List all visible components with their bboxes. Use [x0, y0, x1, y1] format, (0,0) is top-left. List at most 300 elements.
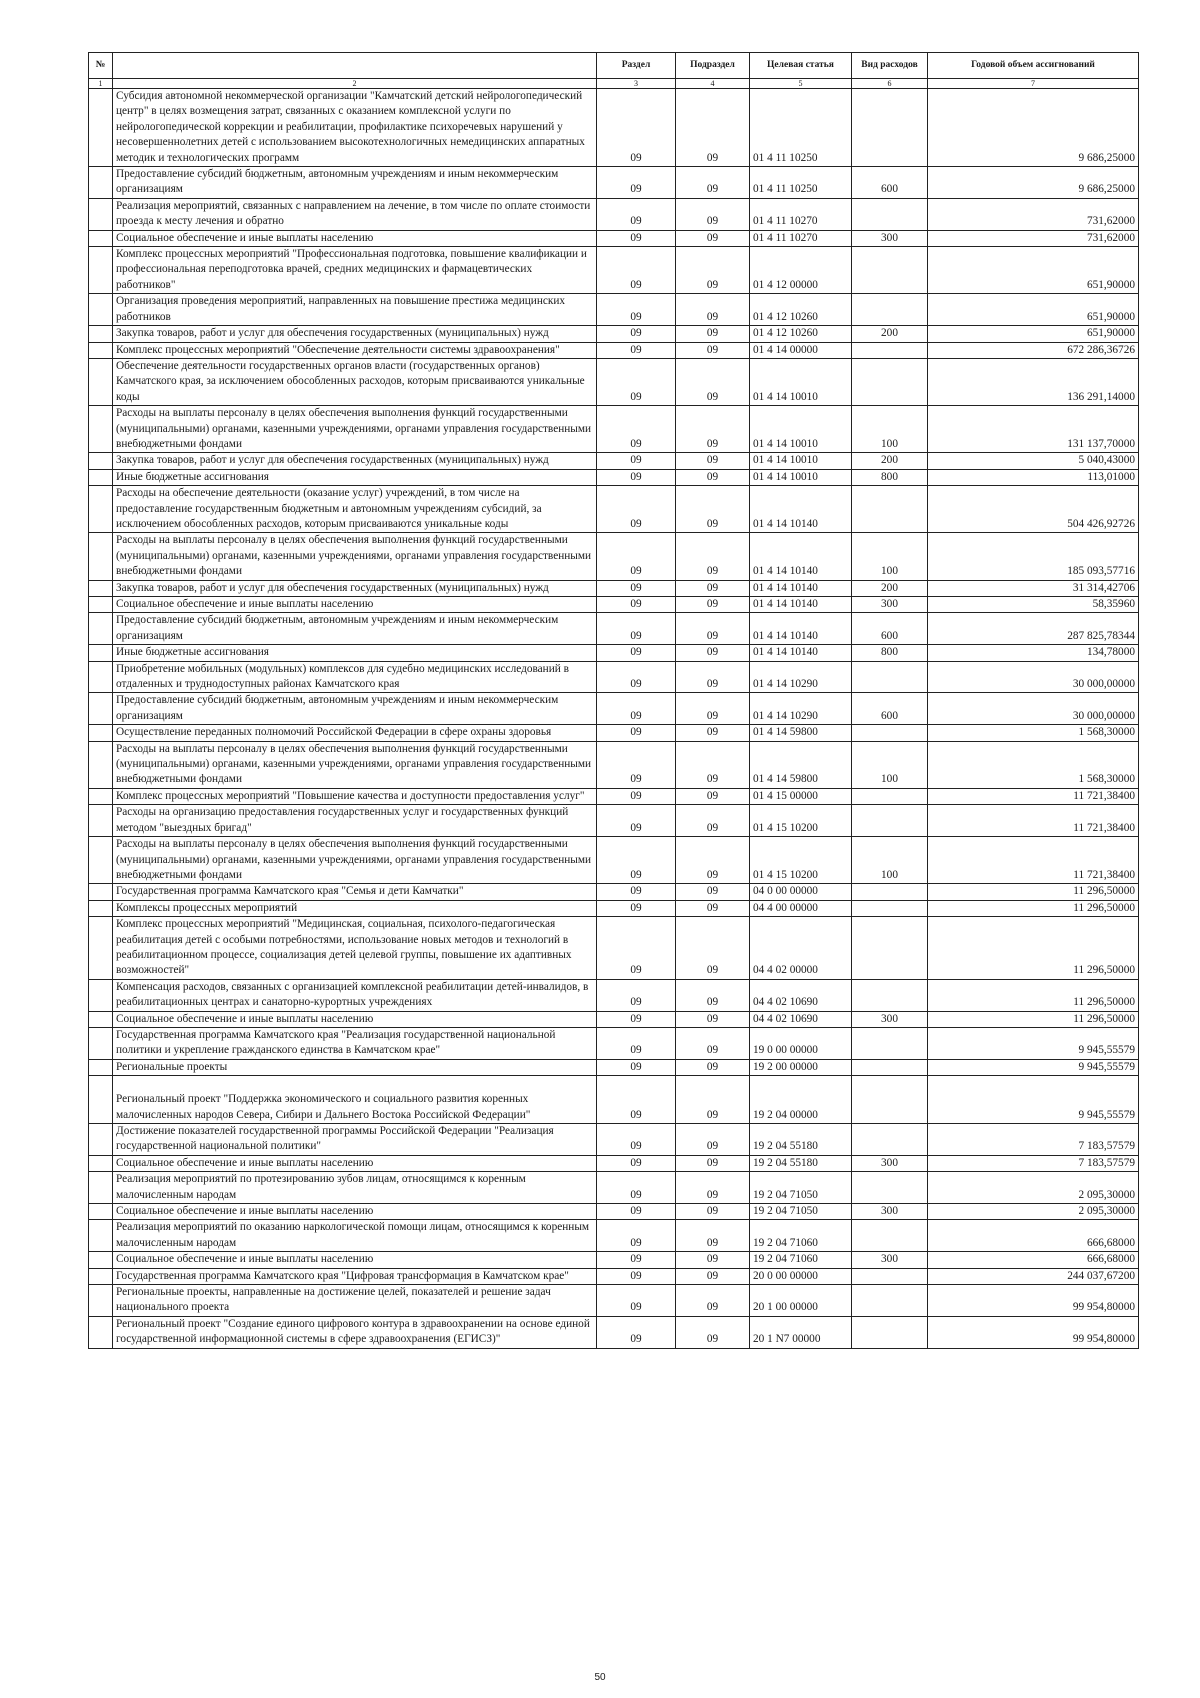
column-number: 7 [928, 79, 1139, 89]
row-name-cell: Региональный проект "Создание единого цифрового контура в здравоохранении на основе единой государственной информационной системы в сфере здравоохранения (ЕГИСЗ)" [113, 1316, 597, 1348]
row-kind-cell [852, 486, 928, 533]
table-header-row [89, 53, 1139, 79]
row-amount-cell: 30 000,00000 [928, 661, 1139, 693]
row-subsection-cell: 09 [676, 1268, 750, 1284]
row-name-cell: Расходы на выплаты персоналу в целях обеспечения выполнения функций государственными (муниципальными) органами, казенными учреждениями, органами управления государственными внебюджетными фондами [113, 533, 597, 580]
row-section-cell: 09 [597, 247, 676, 294]
table-row [89, 469, 1139, 485]
row-name-cell: Предоставление субсидий бюджетным, автономным учреждениям и иным некоммерческим организациям [113, 167, 597, 199]
row-num-cell [89, 741, 113, 788]
row-num-cell [89, 406, 113, 453]
row-target-cell: 01 4 14 10010 [750, 358, 852, 405]
row-kind-cell [852, 1172, 928, 1204]
row-target-cell: 01 4 14 10140 [750, 580, 852, 596]
row-target-cell: 01 4 14 10290 [750, 693, 852, 725]
row-kind-cell: 600 [852, 693, 928, 725]
row-kind-cell [852, 1124, 928, 1156]
row-section-cell: 09 [597, 1268, 676, 1284]
row-section-cell: 09 [597, 900, 676, 916]
row-section-cell: 09 [597, 326, 676, 342]
row-name-cell: Расходы на выплаты персоналу в целях обеспечения выполнения функций государственными (муниципальными) органами, казенными учреждениями, органами управления государственными внебюджетными фондами [113, 406, 597, 453]
row-name-cell: Предоставление субсидий бюджетным, автономным учреждениям и иным некоммерческим организациям [113, 613, 597, 645]
row-amount-cell: 11 296,50000 [928, 884, 1139, 900]
row-kind-cell: 100 [852, 406, 928, 453]
row-subsection-cell: 09 [676, 358, 750, 405]
row-amount-cell: 99 954,80000 [928, 1285, 1139, 1317]
table-row [89, 230, 1139, 246]
row-num-cell [89, 805, 113, 837]
row-subsection-cell: 09 [676, 900, 750, 916]
row-target-cell: 20 1 00 00000 [750, 1285, 852, 1317]
row-target-cell: 01 4 14 10140 [750, 645, 852, 661]
row-section-cell: 09 [597, 693, 676, 725]
row-section-cell: 09 [597, 788, 676, 804]
row-section-cell: 09 [597, 342, 676, 358]
table-row [89, 661, 1139, 693]
row-target-cell: 04 0 00 00000 [750, 884, 852, 900]
row-section-cell: 09 [597, 533, 676, 580]
table-row [89, 884, 1139, 900]
column-number: 4 [676, 79, 750, 89]
row-subsection-cell: 09 [676, 1285, 750, 1317]
row-name-cell: Региональные проекты, направленные на достижение целей, показателей и решение задач национального проекта [113, 1285, 597, 1317]
row-section-cell: 09 [597, 486, 676, 533]
row-num-cell [89, 1076, 113, 1124]
row-kind-cell [852, 788, 928, 804]
row-kind-cell [852, 247, 928, 294]
row-name-cell: Комплексы процессных мероприятий [113, 900, 597, 916]
row-amount-cell: 651,90000 [928, 294, 1139, 326]
row-section-cell: 09 [597, 469, 676, 485]
row-num-cell [89, 326, 113, 342]
row-amount-cell: 11 721,38400 [928, 805, 1139, 837]
row-subsection-cell: 09 [676, 1252, 750, 1268]
row-amount-cell: 30 000,00000 [928, 693, 1139, 725]
row-subsection-cell: 09 [676, 247, 750, 294]
row-name-cell: Расходы на обеспечение деятельности (оказание услуг) учреждений, в том числе на предоставление государственным бюджетным и автономным учреждениям субсидий, за исключением обособленных расходов, которым присваиваются уникальные коды [113, 486, 597, 533]
row-section-cell: 09 [597, 1059, 676, 1075]
row-target-cell: 20 0 00 00000 [750, 1268, 852, 1284]
row-target-cell: 01 4 11 10250 [750, 89, 852, 167]
row-amount-cell: 651,90000 [928, 326, 1139, 342]
table-row [89, 1172, 1139, 1204]
row-subsection-cell: 09 [676, 693, 750, 725]
table-row [89, 741, 1139, 788]
page-number: 50 [594, 1672, 606, 1683]
row-name-cell: Предоставление субсидий бюджетным, автономным учреждениям и иным некоммерческим организациям [113, 693, 597, 725]
row-amount-cell: 5 040,43000 [928, 453, 1139, 469]
row-num-cell [89, 1268, 113, 1284]
row-kind-cell [852, 1316, 928, 1348]
row-kind-cell [852, 725, 928, 741]
row-name-cell: Региональный проект "Поддержка экономического и социального развития коренных малочисленных народов Севера, Сибири и Дальнего Востока Российской Федерации" [113, 1076, 597, 1124]
row-name-cell: Социальное обеспечение и иные выплаты населению [113, 1204, 597, 1220]
row-section-cell: 09 [597, 805, 676, 837]
row-num-cell [89, 917, 113, 980]
row-kind-cell: 800 [852, 645, 928, 661]
row-subsection-cell: 09 [676, 884, 750, 900]
table-row [89, 486, 1139, 533]
row-subsection-cell: 09 [676, 1204, 750, 1220]
header-num: № [89, 53, 113, 79]
row-target-cell: 01 4 14 59800 [750, 741, 852, 788]
table-row [89, 1155, 1139, 1171]
row-amount-cell: 11 721,38400 [928, 788, 1139, 804]
row-num-cell [89, 1285, 113, 1317]
row-name-cell: Приобретение мобильных (модульных) комплексов для судебно медицинских исследований в отдаленных и труднодоступных районах Камчатского края [113, 661, 597, 693]
row-kind-cell: 300 [852, 1252, 928, 1268]
row-section-cell: 09 [597, 230, 676, 246]
row-kind-cell [852, 979, 928, 1011]
row-section-cell: 09 [597, 89, 676, 167]
row-num-cell [89, 294, 113, 326]
row-amount-cell: 11 296,50000 [928, 917, 1139, 980]
row-name-cell: Комплекс процессных мероприятий "Медицинская, социальная, психолого-педагогическая реабилитация детей с особыми потребностями, использование новых методов и технологий в реабилитационном процессе, социализация детей целевой группы, повышение их адаптивных возможностей" [113, 917, 597, 980]
row-kind-cell [852, 342, 928, 358]
row-num-cell [89, 198, 113, 230]
row-amount-cell: 185 093,57716 [928, 533, 1139, 580]
row-subsection-cell: 09 [676, 294, 750, 326]
row-amount-cell: 2 095,30000 [928, 1204, 1139, 1220]
row-num-cell [89, 230, 113, 246]
row-num-cell [89, 1155, 113, 1171]
row-num-cell [89, 1011, 113, 1027]
row-num-cell [89, 1252, 113, 1268]
table-row [89, 1059, 1139, 1075]
row-subsection-cell: 09 [676, 613, 750, 645]
row-amount-cell: 58,35960 [928, 597, 1139, 613]
row-kind-cell: 300 [852, 597, 928, 613]
row-target-cell: 19 2 04 71060 [750, 1252, 852, 1268]
row-name-cell: Расходы на выплаты персоналу в целях обеспечения выполнения функций государственными (муниципальными) органами, казенными учреждениями, органами управления государственными внебюджетными фондами [113, 741, 597, 788]
table-row [89, 406, 1139, 453]
row-target-cell: 01 4 15 10200 [750, 837, 852, 884]
row-subsection-cell: 09 [676, 917, 750, 980]
row-kind-cell [852, 198, 928, 230]
row-section-cell: 09 [597, 725, 676, 741]
row-subsection-cell: 09 [676, 342, 750, 358]
row-section-cell: 09 [597, 1316, 676, 1348]
row-kind-cell [852, 1027, 928, 1059]
row-kind-cell [852, 1220, 928, 1252]
row-num-cell [89, 469, 113, 485]
row-target-cell: 01 4 14 00000 [750, 342, 852, 358]
row-subsection-cell: 09 [676, 486, 750, 533]
row-amount-cell: 9 945,55579 [928, 1027, 1139, 1059]
table-row [89, 1316, 1139, 1348]
row-kind-cell: 600 [852, 167, 928, 199]
budget-sheet [88, 52, 1138, 1349]
header-name [113, 53, 597, 79]
row-amount-cell: 9 945,55579 [928, 1076, 1139, 1124]
row-name-cell: Комплекс процессных мероприятий "Профессиональная подготовка, повышение квалификации и профессиональная переподготовка врачей, средних медицинских и фармацевтических работников" [113, 247, 597, 294]
row-section-cell: 09 [597, 406, 676, 453]
row-subsection-cell: 09 [676, 837, 750, 884]
row-subsection-cell: 09 [676, 167, 750, 199]
row-subsection-cell: 09 [676, 453, 750, 469]
table-row [89, 198, 1139, 230]
row-section-cell: 09 [597, 837, 676, 884]
row-section-cell: 09 [597, 597, 676, 613]
row-amount-cell: 9 686,25000 [928, 167, 1139, 199]
row-amount-cell: 1 568,30000 [928, 725, 1139, 741]
row-kind-cell [852, 1076, 928, 1124]
row-num-cell [89, 661, 113, 693]
column-numbers-row [89, 79, 1139, 89]
row-amount-cell: 666,68000 [928, 1252, 1139, 1268]
row-section-cell: 09 [597, 1155, 676, 1171]
row-num-cell [89, 1204, 113, 1220]
row-subsection-cell: 09 [676, 725, 750, 741]
row-num-cell [89, 693, 113, 725]
row-amount-cell: 7 183,57579 [928, 1124, 1139, 1156]
row-amount-cell: 31 314,42706 [928, 580, 1139, 596]
row-kind-cell [852, 805, 928, 837]
row-subsection-cell: 09 [676, 741, 750, 788]
row-kind-cell [852, 900, 928, 916]
row-target-cell: 01 4 12 10260 [750, 294, 852, 326]
row-subsection-cell: 09 [676, 1220, 750, 1252]
table-row [89, 725, 1139, 741]
row-num-cell [89, 725, 113, 741]
row-section-cell: 09 [597, 294, 676, 326]
header-target: Целевая статья [750, 53, 852, 79]
row-subsection-cell: 09 [676, 1316, 750, 1348]
row-kind-cell: 200 [852, 580, 928, 596]
row-subsection-cell: 09 [676, 230, 750, 246]
header-section: Раздел [597, 53, 676, 79]
row-name-cell: Региональные проекты [113, 1059, 597, 1075]
row-subsection-cell: 09 [676, 533, 750, 580]
row-name-cell: Государственная программа Камчатского края "Реализация государственной национальной политики и укрепление гражданского единства в Камчатском крае" [113, 1027, 597, 1059]
row-target-cell: 19 2 04 00000 [750, 1076, 852, 1124]
row-target-cell: 01 4 14 10290 [750, 661, 852, 693]
table-row [89, 167, 1139, 199]
row-name-cell: Закупка товаров, работ и услуг для обеспечения государственных (муниципальных) нужд [113, 580, 597, 596]
row-amount-cell: 113,01000 [928, 469, 1139, 485]
table-row [89, 613, 1139, 645]
row-target-cell: 01 4 14 10140 [750, 533, 852, 580]
row-section-cell: 09 [597, 1204, 676, 1220]
row-amount-cell: 731,62000 [928, 198, 1139, 230]
row-subsection-cell: 09 [676, 645, 750, 661]
row-kind-cell: 100 [852, 837, 928, 884]
row-kind-cell [852, 294, 928, 326]
table-row [89, 1027, 1139, 1059]
row-target-cell: 01 4 14 10010 [750, 406, 852, 453]
row-subsection-cell: 09 [676, 198, 750, 230]
table-row [89, 453, 1139, 469]
row-amount-cell: 651,90000 [928, 247, 1139, 294]
row-target-cell: 19 2 04 71050 [750, 1172, 852, 1204]
row-subsection-cell: 09 [676, 805, 750, 837]
row-amount-cell: 731,62000 [928, 230, 1139, 246]
row-amount-cell: 2 095,30000 [928, 1172, 1139, 1204]
row-num-cell [89, 580, 113, 596]
row-target-cell: 01 4 12 10260 [750, 326, 852, 342]
row-amount-cell: 131 137,70000 [928, 406, 1139, 453]
row-kind-cell: 100 [852, 741, 928, 788]
header-subsection: Подраздел [676, 53, 750, 79]
row-num-cell [89, 247, 113, 294]
row-num-cell [89, 453, 113, 469]
row-kind-cell [852, 1285, 928, 1317]
row-kind-cell [852, 661, 928, 693]
row-kind-cell [852, 358, 928, 405]
table-row [89, 1252, 1139, 1268]
row-name-cell: Достижение показателей государственной программы Российской Федерации "Реализация государственной национальной политики" [113, 1124, 597, 1156]
row-num-cell [89, 358, 113, 405]
row-target-cell: 20 1 N7 00000 [750, 1316, 852, 1348]
row-target-cell: 19 2 04 71050 [750, 1204, 852, 1220]
row-amount-cell: 1 568,30000 [928, 741, 1139, 788]
row-subsection-cell: 09 [676, 1076, 750, 1124]
table-row [89, 358, 1139, 405]
row-kind-cell: 200 [852, 326, 928, 342]
row-name-cell: Реализация мероприятий по оказанию наркологической помощи лицам, относящимся к коренным малочисленным народам [113, 1220, 597, 1252]
table-row [89, 788, 1139, 804]
row-kind-cell: 300 [852, 1155, 928, 1171]
column-number: 5 [750, 79, 852, 89]
row-target-cell: 19 2 04 55180 [750, 1124, 852, 1156]
row-target-cell: 04 4 02 10690 [750, 1011, 852, 1027]
row-target-cell: 19 2 00 00000 [750, 1059, 852, 1075]
table-row [89, 1076, 1139, 1124]
row-num-cell [89, 597, 113, 613]
header-amount: Годовой объем ассигнований [928, 53, 1139, 79]
row-target-cell: 04 4 02 00000 [750, 917, 852, 980]
row-kind-cell: 800 [852, 469, 928, 485]
row-section-cell: 09 [597, 1011, 676, 1027]
row-kind-cell [852, 1059, 928, 1075]
row-subsection-cell: 09 [676, 1059, 750, 1075]
row-num-cell [89, 89, 113, 167]
row-kind-cell [852, 917, 928, 980]
header-kind: Вид расходов [852, 53, 928, 79]
row-target-cell: 01 4 12 00000 [750, 247, 852, 294]
row-amount-cell: 666,68000 [928, 1220, 1139, 1252]
row-kind-cell: 300 [852, 230, 928, 246]
row-amount-cell: 11 296,50000 [928, 979, 1139, 1011]
row-num-cell [89, 837, 113, 884]
row-name-cell: Реализация мероприятий по протезированию зубов лицам, относящимся к коренным малочисленным народам [113, 1172, 597, 1204]
row-name-cell: Иные бюджетные ассигнования [113, 645, 597, 661]
row-section-cell: 09 [597, 167, 676, 199]
row-section-cell: 09 [597, 645, 676, 661]
table-row [89, 342, 1139, 358]
row-section-cell: 09 [597, 580, 676, 596]
row-amount-cell: 134,78000 [928, 645, 1139, 661]
row-num-cell [89, 645, 113, 661]
row-section-cell: 09 [597, 1124, 676, 1156]
row-num-cell [89, 342, 113, 358]
row-name-cell: Компенсация расходов, связанных с организацией комплексной реабилитации детей-инвалидов, в реабилитационных центрах и санаторно-курортных учреждениях [113, 979, 597, 1011]
row-amount-cell: 9 686,25000 [928, 89, 1139, 167]
row-num-cell [89, 884, 113, 900]
row-num-cell [89, 1059, 113, 1075]
row-name-cell: Государственная программа Камчатского края "Семья и дети Камчатки" [113, 884, 597, 900]
row-subsection-cell: 09 [676, 979, 750, 1011]
row-num-cell [89, 1220, 113, 1252]
row-name-cell: Обеспечение деятельности государственных органов власти (государственных органов) Камчатского края, за исключением обособленных расходов, которым присваиваются уникальные коды [113, 358, 597, 405]
table-row [89, 597, 1139, 613]
row-amount-cell: 9 945,55579 [928, 1059, 1139, 1075]
row-amount-cell: 11 721,38400 [928, 837, 1139, 884]
row-num-cell [89, 613, 113, 645]
table-row [89, 805, 1139, 837]
table-row [89, 645, 1139, 661]
row-num-cell [89, 167, 113, 199]
row-num-cell [89, 486, 113, 533]
row-subsection-cell: 09 [676, 1124, 750, 1156]
column-number: 1 [89, 79, 113, 89]
row-subsection-cell: 09 [676, 661, 750, 693]
row-target-cell: 01 4 14 10140 [750, 486, 852, 533]
row-section-cell: 09 [597, 1076, 676, 1124]
table-row [89, 580, 1139, 596]
row-name-cell: Государственная программа Камчатского края "Цифровая трансформация в Камчатском крае" [113, 1268, 597, 1284]
row-amount-cell: 7 183,57579 [928, 1155, 1139, 1171]
row-name-cell: Социальное обеспечение и иные выплаты населению [113, 230, 597, 246]
row-subsection-cell: 09 [676, 89, 750, 167]
row-num-cell [89, 1172, 113, 1204]
row-amount-cell: 11 296,50000 [928, 1011, 1139, 1027]
table-row [89, 89, 1139, 167]
row-section-cell: 09 [597, 741, 676, 788]
table-row [89, 693, 1139, 725]
table-body [89, 89, 1139, 1349]
row-amount-cell: 287 825,78344 [928, 613, 1139, 645]
row-name-cell: Осуществление переданных полномочий Российской Федерации в сфере охраны здоровья [113, 725, 597, 741]
row-kind-cell [852, 884, 928, 900]
row-target-cell: 01 4 15 00000 [750, 788, 852, 804]
row-target-cell: 19 0 00 00000 [750, 1027, 852, 1059]
column-number: 3 [597, 79, 676, 89]
table-row [89, 326, 1139, 342]
table-row [89, 1220, 1139, 1252]
row-name-cell: Социальное обеспечение и иные выплаты населению [113, 1011, 597, 1027]
row-subsection-cell: 09 [676, 1155, 750, 1171]
row-num-cell [89, 979, 113, 1011]
table-row [89, 1285, 1139, 1317]
row-subsection-cell: 09 [676, 326, 750, 342]
row-subsection-cell: 09 [676, 406, 750, 453]
row-kind-cell: 300 [852, 1204, 928, 1220]
row-section-cell: 09 [597, 917, 676, 980]
row-name-cell: Расходы на организацию предоставления государственных услуг и государственных функций методом "выездных бригад" [113, 805, 597, 837]
row-name-cell: Комплекс процессных мероприятий "Повышение качества и доступности предоставления услуг" [113, 788, 597, 804]
row-section-cell: 09 [597, 884, 676, 900]
table-row [89, 900, 1139, 916]
row-amount-cell: 11 296,50000 [928, 900, 1139, 916]
row-target-cell: 04 4 02 10690 [750, 979, 852, 1011]
row-kind-cell [852, 1268, 928, 1284]
row-section-cell: 09 [597, 1172, 676, 1204]
row-target-cell: 04 4 00 00000 [750, 900, 852, 916]
table-row [89, 979, 1139, 1011]
row-name-cell: Социальное обеспечение и иные выплаты населению [113, 1252, 597, 1268]
row-target-cell: 01 4 14 10010 [750, 453, 852, 469]
row-amount-cell: 672 286,36726 [928, 342, 1139, 358]
row-subsection-cell: 09 [676, 469, 750, 485]
row-amount-cell: 136 291,14000 [928, 358, 1139, 405]
row-section-cell: 09 [597, 1027, 676, 1059]
row-target-cell: 01 4 14 10010 [750, 469, 852, 485]
table-row [89, 533, 1139, 580]
row-subsection-cell: 09 [676, 580, 750, 596]
row-amount-cell: 99 954,80000 [928, 1316, 1139, 1348]
table-row [89, 294, 1139, 326]
